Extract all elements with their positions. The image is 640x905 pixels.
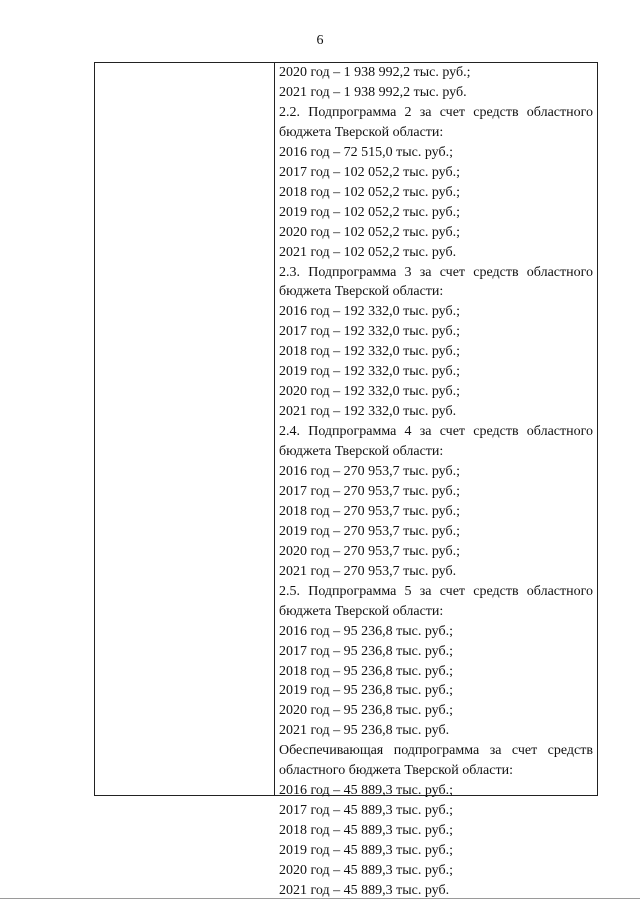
- funding-line: 2017 год – 95 236,8 тыс. руб.;: [279, 643, 453, 659]
- funding-line: 2020 год – 45 889,3 тыс. руб.;: [279, 863, 453, 879]
- page-number: 6: [316, 33, 324, 48]
- funding-line: 2021 год – 192 332,0 тыс. руб.: [279, 404, 457, 420]
- funding-line: 2016 год – 95 236,8 тыс. руб.;: [279, 623, 453, 639]
- funding-line: 2018 год – 102 052,2 тыс. руб.;: [279, 184, 460, 200]
- funding-line: 2018 год – 270 953,7 тыс. руб.;: [279, 503, 460, 519]
- funding-line: 2018 год – 95 236,8 тыс. руб.;: [279, 663, 453, 679]
- funding-line: 2021 год – 1 938 992,2 тыс. руб.: [279, 84, 467, 100]
- funding-line: бюджета Тверской области:: [279, 603, 444, 619]
- funding-line: 2017 год – 192 332,0 тыс. руб.;: [279, 324, 460, 340]
- funding-line: 2016 год – 192 332,0 тыс. руб.;: [279, 304, 460, 320]
- funding-line: 2021 год – 102 052,2 тыс. руб.: [279, 244, 457, 260]
- funding-line: бюджета Тверской области:: [279, 444, 444, 460]
- funding-line: 2017 год – 102 052,2 тыс. руб.;: [279, 164, 460, 180]
- funding-line: 2021 год – 45 889,3 тыс. руб.: [279, 883, 450, 898]
- funding-line: 2017 год – 270 953,7 тыс. руб.;: [279, 483, 460, 499]
- funding-line: областного бюджета Тверской области:: [279, 763, 513, 779]
- funding-line: 2020 год – 102 052,2 тыс. руб.;: [279, 224, 460, 240]
- funding-line: 2021 год – 270 953,7 тыс. руб.: [279, 563, 457, 579]
- subprogram-heading-line: 2.2. Подпрограмма 2 за счет средств областного: [279, 104, 593, 120]
- subprogram-heading-line: 2.4. Подпрограмма 4 за счет средств областного: [279, 424, 593, 440]
- funding-line: 2017 год – 45 889,3 тыс. руб.;: [279, 803, 453, 819]
- funding-line: 2019 год – 192 332,0 тыс. руб.;: [279, 364, 460, 380]
- scan-edge-line: [0, 898, 640, 899]
- funding-line: 2020 год – 95 236,8 тыс. руб.;: [279, 703, 453, 719]
- table-left-cell: [95, 63, 274, 795]
- subprogram-heading-line: Обеспечивающая подпрограмма за счет средств: [279, 743, 593, 759]
- table-right-cell: [279, 63, 593, 901]
- funding-table: [94, 62, 598, 898]
- funding-line: 2019 год – 270 953,7 тыс. руб.;: [279, 523, 460, 539]
- funding-line: 2021 год – 95 236,8 тыс. руб.: [279, 723, 450, 739]
- funding-line: 2019 год – 95 236,8 тыс. руб.;: [279, 683, 453, 699]
- funding-line: бюджета Тверской области:: [279, 124, 444, 140]
- column-divider: [274, 63, 275, 795]
- funding-line: 2016 год – 72 515,0 тыс. руб.;: [279, 144, 453, 160]
- funding-line: 2016 год – 45 889,3 тыс. руб.;: [279, 783, 453, 799]
- funding-line: 2018 год – 45 889,3 тыс. руб.;: [279, 823, 453, 839]
- funding-line: 2020 год – 1 938 992,2 тыс. руб.;: [279, 65, 471, 80]
- funding-line: 2016 год – 270 953,7 тыс. руб.;: [279, 464, 460, 480]
- subprogram-heading-line: 2.3. Подпрограмма 3 за счет средств областного: [279, 264, 593, 280]
- funding-line: 2018 год – 192 332,0 тыс. руб.;: [279, 344, 460, 360]
- funding-line: 2020 год – 192 332,0 тыс. руб.;: [279, 384, 460, 400]
- funding-line: 2019 год – 102 052,2 тыс. руб.;: [279, 204, 460, 220]
- funding-line: 2020 год – 270 953,7 тыс. руб.;: [279, 543, 460, 559]
- subprogram-heading-line: 2.5. Подпрограмма 5 за счет средств областного: [279, 583, 593, 599]
- funding-line: бюджета Тверской области:: [279, 284, 444, 300]
- funding-line: 2019 год – 45 889,3 тыс. руб.;: [279, 843, 453, 859]
